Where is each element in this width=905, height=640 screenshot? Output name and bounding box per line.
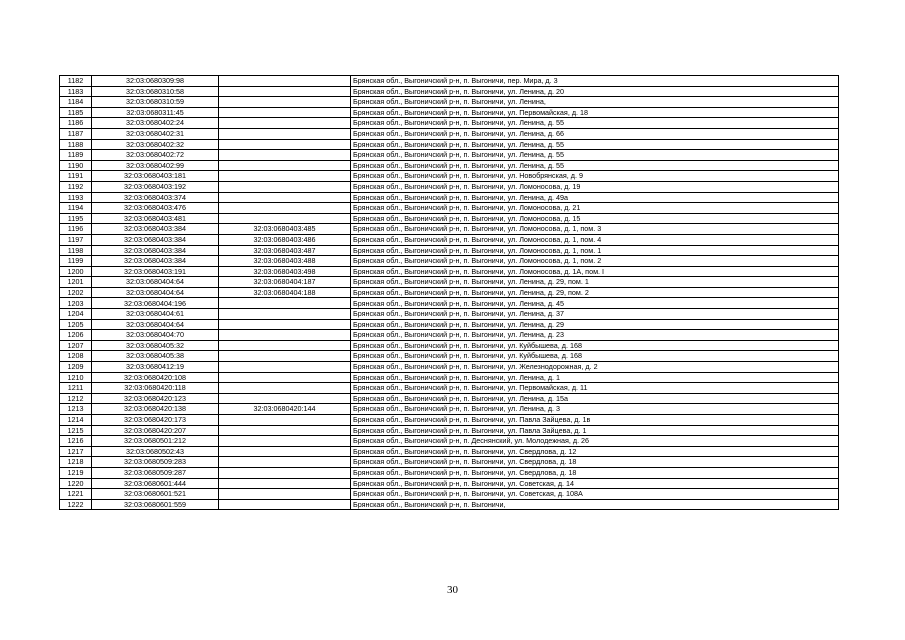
linked-cadastral-number-cell: [219, 107, 351, 118]
row-number-cell: 1198: [60, 245, 92, 256]
linked-cadastral-number-cell: [219, 86, 351, 97]
address-cell: Брянская обл., Выгоничский р-н, п. Выгоничи, ул. Ленина, д. 1: [351, 372, 839, 383]
address-cell: Брянская обл., Выгоничский р-н, п. Выгоничи, ул. Куйбышева, д. 168: [351, 351, 839, 362]
row-number-cell: 1199: [60, 256, 92, 267]
address-cell: Брянская обл., Выгоничский р-н, п. Выгоничи, ул. Ломоносова, д. 1, пом. 3: [351, 224, 839, 235]
address-cell: Брянская обл., Выгоничский р-н, п. Выгоничи, ул. Новобрянская, д. 9: [351, 171, 839, 182]
cadastral-number-cell: 32:03:0680404:64: [92, 319, 219, 330]
table-row: [60, 118, 839, 129]
row-number-cell: 1213: [60, 404, 92, 415]
linked-cadastral-number-cell: [219, 425, 351, 436]
row-number-cell: 1183: [60, 86, 92, 97]
cadastral-number-cell: 32:03:0680420:118: [92, 383, 219, 394]
table-row: [60, 287, 839, 298]
address-cell: Брянская обл., Выгоничский р-н, п. Выгоничи, ул. Ленина, д. 29: [351, 319, 839, 330]
linked-cadastral-number-cell: [219, 192, 351, 203]
linked-cadastral-number-cell: 32:03:0680403:487: [219, 245, 351, 256]
cadastral-number-cell: 32:03:0680403:384: [92, 224, 219, 235]
table-row: [60, 203, 839, 214]
cadastral-number-cell: 32:03:0680501:212: [92, 436, 219, 447]
cadastral-number-cell: 32:03:0680404:70: [92, 330, 219, 341]
table-row: [60, 213, 839, 224]
table-row: [60, 192, 839, 203]
cadastral-number-cell: 32:03:0680405:38: [92, 351, 219, 362]
cadastral-number-cell: 32:03:0680420:173: [92, 415, 219, 426]
linked-cadastral-number-cell: [219, 97, 351, 108]
row-number-cell: 1201: [60, 277, 92, 288]
table-row: [60, 425, 839, 436]
address-cell: Брянская обл., Выгоничский р-н, п. Выгоничи, ул. Ломоносова, д. 15: [351, 213, 839, 224]
linked-cadastral-number-cell: 32:03:0680420:144: [219, 404, 351, 415]
cadastral-number-cell: 32:03:0680502:43: [92, 446, 219, 457]
table-row: [60, 76, 839, 87]
cadastral-number-cell: 32:03:0680310:58: [92, 86, 219, 97]
table-row: [60, 97, 839, 108]
cadastral-number-cell: 32:03:0680402:72: [92, 150, 219, 161]
linked-cadastral-number-cell: [219, 478, 351, 489]
address-cell: Брянская обл., Выгоничский р-н, п. Выгоничи, ул. Первомайская, д. 11: [351, 383, 839, 394]
linked-cadastral-number-cell: [219, 150, 351, 161]
row-number-cell: 1215: [60, 425, 92, 436]
cadastral-number-cell: 32:03:0680403:384: [92, 234, 219, 245]
row-number-cell: 1200: [60, 266, 92, 277]
linked-cadastral-number-cell: 32:03:0680403:485: [219, 224, 351, 235]
row-number-cell: 1206: [60, 330, 92, 341]
cadastral-number-cell: 32:03:0680402:99: [92, 160, 219, 171]
cadastral-number-cell: 32:03:0680404:196: [92, 298, 219, 309]
page-number: 30: [447, 584, 458, 596]
cadastral-number-cell: 32:03:0680402:32: [92, 139, 219, 150]
address-cell: Брянская обл., Выгоничский р-н, п. Выгоничи, ул. Ломоносова, д. 19: [351, 181, 839, 192]
row-number-cell: 1203: [60, 298, 92, 309]
row-number-cell: 1209: [60, 362, 92, 373]
row-number-cell: 1220: [60, 478, 92, 489]
address-cell: Брянская обл., Выгоничский р-н, п. Выгоничи, ул. Ломоносова, д. 1А, пом. I: [351, 266, 839, 277]
table-row: [60, 383, 839, 394]
table-row: [60, 256, 839, 267]
cadastral-number-cell: 32:03:0680403:181: [92, 171, 219, 182]
table-row: [60, 415, 839, 426]
row-number-cell: 1219: [60, 467, 92, 478]
address-cell: Брянская обл., Выгоничский р-н, п. Выгоничи, ул. Ленина, д. 23: [351, 330, 839, 341]
linked-cadastral-number-cell: [219, 181, 351, 192]
cadastral-number-cell: 32:03:0680403:374: [92, 192, 219, 203]
table-row: [60, 277, 839, 288]
cadastral-number-cell: 32:03:0680404:64: [92, 287, 219, 298]
table-row: [60, 340, 839, 351]
linked-cadastral-number-cell: [219, 393, 351, 404]
cadastral-number-cell: 32:03:0680404:64: [92, 277, 219, 288]
cadastral-number-cell: 32:03:0680412:19: [92, 362, 219, 373]
linked-cadastral-number-cell: [219, 171, 351, 182]
table-row: [60, 446, 839, 457]
address-cell: Брянская обл., Выгоничский р-н, п. Выгоничи, ул. Куйбышева, д. 168: [351, 340, 839, 351]
row-number-cell: 1216: [60, 436, 92, 447]
linked-cadastral-number-cell: [219, 351, 351, 362]
address-cell: Брянская обл., Выгоничский р-н, п. Выгоничи, ул. Ленина, д. 55: [351, 118, 839, 129]
cadastral-number-cell: 32:03:0680403:384: [92, 245, 219, 256]
linked-cadastral-number-cell: [219, 76, 351, 87]
address-cell: Брянская обл., Выгоничский р-н, п. Выгоничи, пер. Мира, д. 3: [351, 76, 839, 87]
cadastral-number-cell: 32:03:0680509:283: [92, 457, 219, 468]
cadastral-number-cell: 32:03:0680403:191: [92, 266, 219, 277]
linked-cadastral-number-cell: [219, 340, 351, 351]
row-number-cell: 1182: [60, 76, 92, 87]
table-row: [60, 436, 839, 447]
table-row: [60, 150, 839, 161]
linked-cadastral-number-cell: 32:03:0680403:486: [219, 234, 351, 245]
cadastral-number-cell: 32:03:0680601:559: [92, 499, 219, 510]
linked-cadastral-number-cell: [219, 330, 351, 341]
row-number-cell: 1196: [60, 224, 92, 235]
linked-cadastral-number-cell: [219, 415, 351, 426]
table-row: [60, 309, 839, 320]
table-row: [60, 266, 839, 277]
address-cell: Брянская обл., Выгоничский р-н, п. Выгоничи, ул. Первомайская, д. 18: [351, 107, 839, 118]
cadastral-number-cell: 32:03:0680404:61: [92, 309, 219, 320]
table-row: [60, 234, 839, 245]
table-row: [60, 245, 839, 256]
row-number-cell: 1202: [60, 287, 92, 298]
table-row: [60, 107, 839, 118]
address-cell: Брянская обл., Выгоничский р-н, п. Выгоничи,: [351, 499, 839, 510]
row-number-cell: 1210: [60, 372, 92, 383]
linked-cadastral-number-cell: [219, 499, 351, 510]
address-cell: Брянская обл., Выгоничский р-н, п. Выгоничи, ул. Ленина, д. 55: [351, 139, 839, 150]
table-row: [60, 319, 839, 330]
linked-cadastral-number-cell: [219, 319, 351, 330]
cadastral-number-cell: 32:03:0680311:45: [92, 107, 219, 118]
address-cell: Брянская обл., Выгоничский р-н, п. Выгоничи, ул. Ломоносова, д. 1, пом. 1: [351, 245, 839, 256]
table-row: [60, 181, 839, 192]
linked-cadastral-number-cell: [219, 128, 351, 139]
linked-cadastral-number-cell: [219, 446, 351, 457]
linked-cadastral-number-cell: [219, 160, 351, 171]
table-row: [60, 362, 839, 373]
row-number-cell: 1217: [60, 446, 92, 457]
table-row: [60, 351, 839, 362]
linked-cadastral-number-cell: 32:03:0680404:188: [219, 287, 351, 298]
table-row: [60, 499, 839, 510]
row-number-cell: 1187: [60, 128, 92, 139]
row-number-cell: 1189: [60, 150, 92, 161]
row-number-cell: 1208: [60, 351, 92, 362]
address-cell: Брянская обл., Выгоничский р-н, п. Выгоничи, ул. Ленина, д. 29, пом. 2: [351, 287, 839, 298]
table-row: [60, 224, 839, 235]
cadastral-number-cell: 32:03:0680310:59: [92, 97, 219, 108]
address-cell: Брянская обл., Выгоничский р-н, п. Выгоничи, ул. Ленина, д. 55: [351, 160, 839, 171]
address-cell: Брянская обл., Выгоничский р-н, п. Выгоничи, ул. Свердлова, д. 12: [351, 446, 839, 457]
linked-cadastral-number-cell: [219, 372, 351, 383]
property-table: [59, 75, 839, 510]
address-cell: Брянская обл., Выгоничский р-н, п. Выгоничи, ул. Ленина, д. 37: [351, 309, 839, 320]
table-row: [60, 457, 839, 468]
table-row: [60, 489, 839, 500]
table-row: [60, 128, 839, 139]
cadastral-number-cell: 32:03:0680509:287: [92, 467, 219, 478]
row-number-cell: 1192: [60, 181, 92, 192]
table-row: [60, 86, 839, 97]
cadastral-number-cell: 32:03:0680420:207: [92, 425, 219, 436]
row-number-cell: 1205: [60, 319, 92, 330]
address-cell: Брянская обл., Выгоничский р-н, п. Выгоничи, ул. Свердлова, д. 18: [351, 467, 839, 478]
table-row: [60, 467, 839, 478]
table-row: [60, 404, 839, 415]
linked-cadastral-number-cell: [219, 436, 351, 447]
cadastral-number-cell: 32:03:0680420:123: [92, 393, 219, 404]
table-body: [60, 76, 839, 510]
row-number-cell: 1184: [60, 97, 92, 108]
linked-cadastral-number-cell: [219, 362, 351, 373]
table-row: [60, 139, 839, 150]
cadastral-number-cell: 32:03:0680403:481: [92, 213, 219, 224]
row-number-cell: 1222: [60, 499, 92, 510]
table-row: [60, 171, 839, 182]
cadastral-number-cell: 32:03:0680601:444: [92, 478, 219, 489]
address-cell: Брянская обл., Выгоничский р-н, п. Выгоничи, ул. Ленина, д. 3: [351, 404, 839, 415]
cadastral-number-cell: 32:03:0680402:31: [92, 128, 219, 139]
address-cell: Брянская обл., Выгоничский р-н, п. Выгоничи, ул. Железнодорожная, д. 2: [351, 362, 839, 373]
cadastral-number-cell: 32:03:0680403:384: [92, 256, 219, 267]
address-cell: Брянская обл., Выгоничский р-н, п. Выгоничи, ул. Ломоносова, д. 21: [351, 203, 839, 214]
linked-cadastral-number-cell: [219, 118, 351, 129]
row-number-cell: 1193: [60, 192, 92, 203]
address-cell: Брянская обл., Выгоничский р-н, п. Выгоничи, ул. Свердлова, д. 18: [351, 457, 839, 468]
row-number-cell: 1195: [60, 213, 92, 224]
row-number-cell: 1190: [60, 160, 92, 171]
row-number-cell: 1188: [60, 139, 92, 150]
address-cell: Брянская обл., Выгоничский р-н, п. Выгоничи, ул. Ленина, д. 49а: [351, 192, 839, 203]
address-cell: Брянская обл., Выгоничский р-н, п. Выгоничи, ул. Павла Зайцева, д. 1в: [351, 415, 839, 426]
address-cell: Брянская обл., Выгоничский р-н, п. Выгоничи, ул. Ленина, д. 29, пом. 1: [351, 277, 839, 288]
row-number-cell: 1185: [60, 107, 92, 118]
table-row: [60, 298, 839, 309]
address-cell: Брянская обл., Выгоничский р-н, п. Выгоничи, ул. Ломоносова, д. 1, пом. 4: [351, 234, 839, 245]
address-cell: Брянская обл., Выгоничский р-н, п. Выгоничи, ул. Павла Зайцева, д. 1: [351, 425, 839, 436]
linked-cadastral-number-cell: 32:03:0680404:187: [219, 277, 351, 288]
linked-cadastral-number-cell: [219, 467, 351, 478]
cadastral-number-cell: 32:03:0680403:192: [92, 181, 219, 192]
linked-cadastral-number-cell: 32:03:0680403:488: [219, 256, 351, 267]
linked-cadastral-number-cell: [219, 298, 351, 309]
row-number-cell: 1194: [60, 203, 92, 214]
table-row: [60, 372, 839, 383]
row-number-cell: 1214: [60, 415, 92, 426]
table-row: [60, 330, 839, 341]
address-cell: Брянская обл., Выгоничский р-н, п. Выгоничи, ул. Ломоносова, д. 1, пом. 2: [351, 256, 839, 267]
row-number-cell: 1218: [60, 457, 92, 468]
table-row: [60, 160, 839, 171]
address-cell: Брянская обл., Выгоничский р-н, п. Выгоничи, ул. Ленина, д. 45: [351, 298, 839, 309]
row-number-cell: 1211: [60, 383, 92, 394]
address-cell: Брянская обл., Выгоничский р-н, п. Выгоничи, ул. Советская, д. 14: [351, 478, 839, 489]
row-number-cell: 1186: [60, 118, 92, 129]
row-number-cell: 1197: [60, 234, 92, 245]
cadastral-number-cell: 32:03:0680420:138: [92, 404, 219, 415]
row-number-cell: 1191: [60, 171, 92, 182]
row-number-cell: 1204: [60, 309, 92, 320]
linked-cadastral-number-cell: [219, 457, 351, 468]
linked-cadastral-number-cell: 32:03:0680403:498: [219, 266, 351, 277]
address-cell: Брянская обл., Выгоничский р-н, п. Выгоничи, ул. Ленина, д. 55: [351, 150, 839, 161]
address-cell: Брянская обл., Выгоничский р-н, п. Выгоничи, ул. Ленина, д. 20: [351, 86, 839, 97]
linked-cadastral-number-cell: [219, 203, 351, 214]
row-number-cell: 1221: [60, 489, 92, 500]
linked-cadastral-number-cell: [219, 139, 351, 150]
cadastral-number-cell: 32:03:0680405:32: [92, 340, 219, 351]
cadastral-number-cell: 32:03:0680601:521: [92, 489, 219, 500]
address-cell: Брянская обл., Выгоничский р-н, п. Выгоничи, ул. Ленина, д. 66: [351, 128, 839, 139]
row-number-cell: 1207: [60, 340, 92, 351]
address-cell: Брянская обл., Выгоничский р-н, п. Выгоничи, ул. Советская, д. 108А: [351, 489, 839, 500]
cadastral-number-cell: 32:03:0680403:476: [92, 203, 219, 214]
address-cell: Брянская обл., Выгоничский р-н, п. Выгоничи, ул. Ленина, д. 15а: [351, 393, 839, 404]
cadastral-number-cell: 32:03:0680402:24: [92, 118, 219, 129]
address-cell: Брянская обл., Выгоничский р-н, п. Выгоничи, ул. Ленина,: [351, 97, 839, 108]
table-row: [60, 478, 839, 489]
cadastral-number-cell: 32:03:0680420:108: [92, 372, 219, 383]
linked-cadastral-number-cell: [219, 309, 351, 320]
row-number-cell: 1212: [60, 393, 92, 404]
table-row: [60, 393, 839, 404]
linked-cadastral-number-cell: [219, 383, 351, 394]
cadastral-number-cell: 32:03:0680309:98: [92, 76, 219, 87]
linked-cadastral-number-cell: [219, 489, 351, 500]
linked-cadastral-number-cell: [219, 213, 351, 224]
address-cell: Брянская обл., Выгоничский р-н, п. Деснянский, ул. Молодежная, д. 26: [351, 436, 839, 447]
